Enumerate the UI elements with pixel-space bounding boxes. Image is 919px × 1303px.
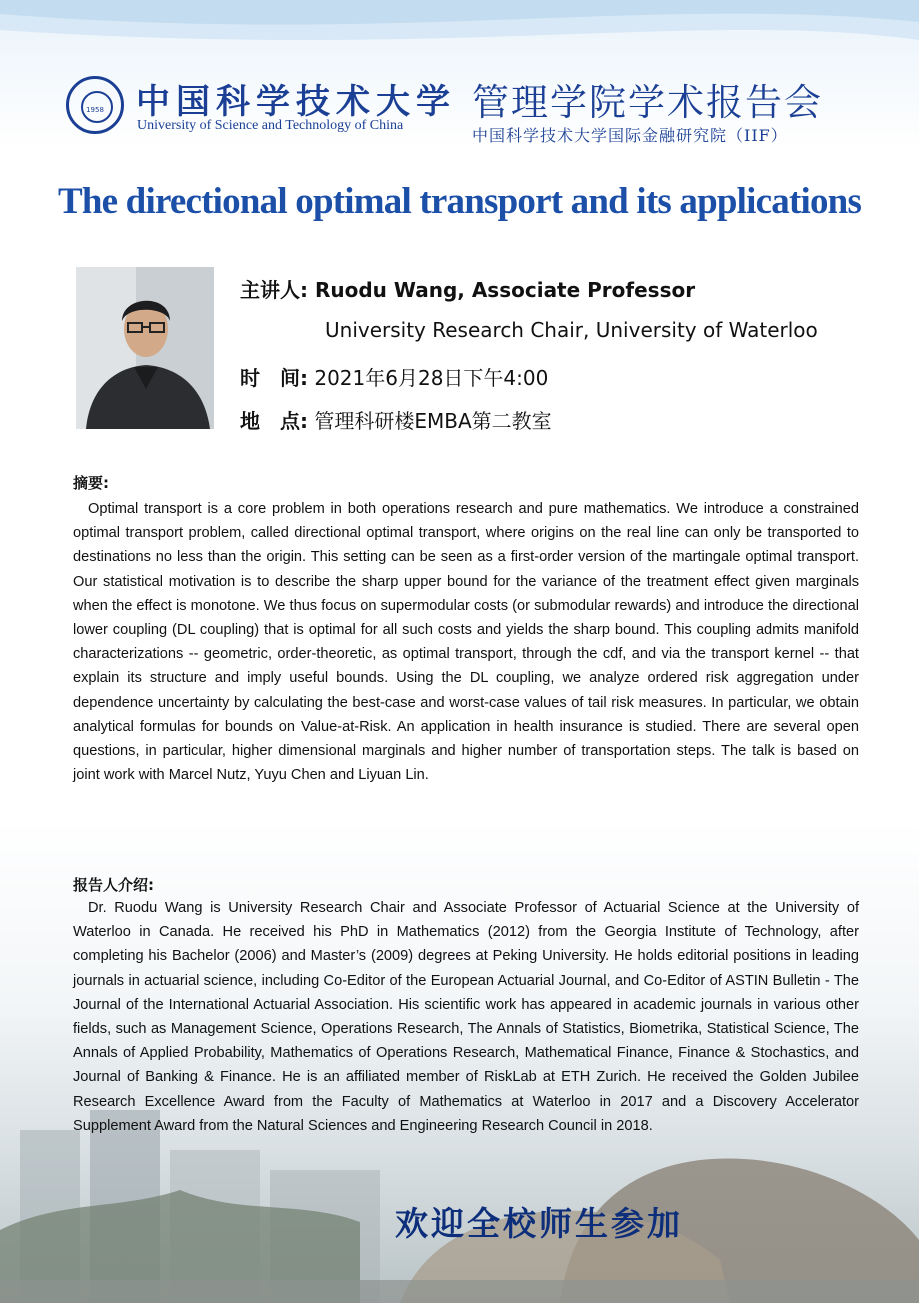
seal-year: 1958 <box>86 106 104 114</box>
header-swoosh-decoration <box>0 0 919 80</box>
bio-text: Dr. Ruodu Wang is University Research Chair and Associate Professor of Actuarial Science at the University of Waterloo in Canada. He received his PhD in Mathematics (2012) from the Georgia Institute of Technology, after completing his Bachelor (2006) and Master’s (2009) degrees at Peking University. He holds editorial positions in leading journals in actuarial science, including Co-Editor of the European Actuarial Journal, and Co-Editor of ASTIN Bulletin - The Journal of the International Actuarial Association. His scientific work has appeared in academic journals in various other fields, such as Management Science, Operations Research, The Annals of Statistics, Biometrika, Statistical Science, The Annals of Applied Probability, Mathematics of Operations Research, Mathematical Finance, Finance & Stochastics, and Journal of Banking & Finance. He is an affiliated member of RiskLab at ETH Zurich. He received the Golden Jubilee Research Excellence Award from the Faculty of Mathematics at Waterloo in 2017 and a Discovery Accelerator Supplement Award from the Natural Sciences and Engineering Research Council in 2018. <box>73 900 859 1134</box>
place-value: 管理科研楼EMBA第二教室 <box>314 409 552 433</box>
university-name-en: University of Science and Technology of China <box>137 118 404 133</box>
speaker-photo <box>76 267 214 429</box>
speaker-name: Ruodu Wang, Associate Professor <box>314 278 696 302</box>
event-subtitle: 中国科学技术大学国际金融研究院（IIF） <box>472 126 788 145</box>
time-label: 时 间: <box>240 366 308 390</box>
speaker-position: University Research Chair, University of Waterloo <box>325 318 818 342</box>
place-label: 地 点: <box>240 409 308 433</box>
place-line <box>240 405 552 434</box>
welcome-message: 欢迎全校师生参加 <box>395 1204 683 1243</box>
bio-heading: 报告人介绍: <box>73 876 154 894</box>
event-title: 管理学院学术报告会 <box>472 81 823 124</box>
time-value: 2021年6月28日下午4:00 <box>314 366 549 390</box>
university-seal-logo <box>66 76 124 134</box>
abstract-heading: 摘要: <box>73 474 109 492</box>
speaker-line <box>240 274 695 303</box>
speaker-label: 主讲人: <box>240 278 308 302</box>
university-name-cn: 中国科学技术大学 <box>136 82 456 122</box>
abstract-text: Optimal transport is a core problem in both operations research and pure mathematics. We introduce a constrained optimal transport problem, called directional optimal transport, where origins on the real line can only be transported to destinations no less than the origin. This setting can be seen as a first-order version of the martingale optimal transport. Our statistical motivation is to describe the sharp upper bound for the variance of the treatment effect given marginals when the effect is monotone. We thus focus on supermodular costs (or submodular rewards) and introduce the directional lower coupling (DL coupling) that is optimal for all such costs and yields the sharp bound. This coupling admits manifold characterizations -- geometric, order-theoretic, as optimal transport, through the cdf, and via the transport kernel -- that explain its structure and imply useful bounds. Using the DL coupling, we analyze ordered risk aggregation under dependence uncertainty by calculating the best-case and worst-case values of tail risk measures. In particular, we obtain analytical formulas for bounds on Value-at-Risk. An application in health insurance is studied. There are several open questions, in particular, higher dimensional marginals and higher number of transportation steps. The talk is based on joint work with Marcel Nutz, Yuyu Chen and Liyuan Lin. <box>73 501 859 784</box>
talk-title: The directional optimal transport and its applications <box>57 181 862 222</box>
time-line <box>240 362 548 391</box>
